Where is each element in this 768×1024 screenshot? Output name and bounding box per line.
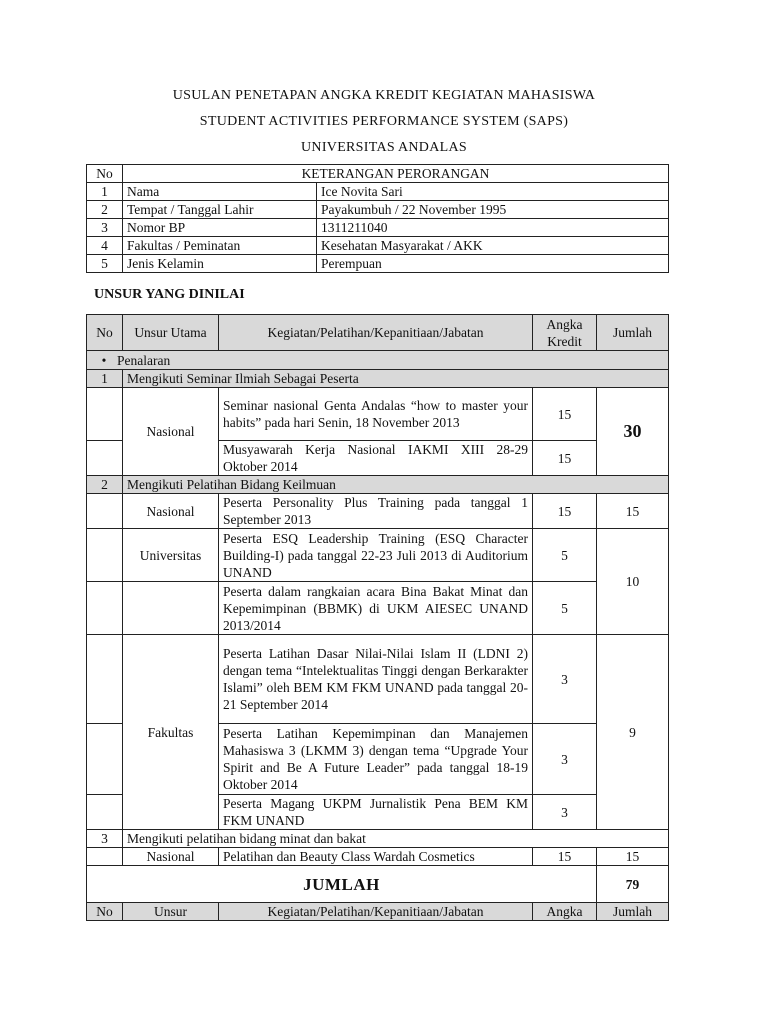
empty-cell xyxy=(87,635,123,724)
row-value: Perempuan xyxy=(317,255,669,273)
row-label: Fakultas / Peminatan xyxy=(123,237,317,255)
row-no: 1 xyxy=(87,183,123,201)
personal-header-row xyxy=(87,165,669,183)
activity-credit: 3 xyxy=(533,795,597,830)
row-no: 4 xyxy=(87,237,123,255)
header-angka-kredit: Angka xyxy=(533,903,597,921)
activity-credit: 3 xyxy=(533,724,597,795)
activity-text: Peserta ESQ Leadership Training (ESQ Character Building-I) pada tanggal 22-23 Juli 2013 di Auditorium UNAND xyxy=(219,529,533,582)
activity-text: Peserta Latihan Dasar Nilai-Nilai Islam II (LDNI 2) dengan tema “Intelektualitas Tinggi dengan Berkarakter Islami” oleh BEM KM FKM UNAND pada tanggal 20-21 September 2014 xyxy=(219,635,533,724)
activity-credit: 15 xyxy=(533,848,597,866)
empty-cell xyxy=(87,724,123,795)
group-no: 3 xyxy=(87,830,123,848)
header-no: No xyxy=(87,903,123,921)
row-value: Ice Novita Sari xyxy=(317,183,669,201)
group-total: 30 xyxy=(597,388,669,476)
activity-row xyxy=(87,494,669,529)
group-no: 2 xyxy=(87,476,123,494)
personal-info-table xyxy=(86,164,669,273)
header-kegiatan: Kegiatan/Pelatihan/Kepanitiaan/Jabatan xyxy=(219,315,533,351)
level-cell: Fakultas xyxy=(123,635,219,830)
doc-title-line-2: STUDENT ACTIVITIES PERFORMANCE SYSTEM (SAPS) xyxy=(199,114,569,129)
group-title: Mengikuti Pelatihan Bidang Keilmuan xyxy=(123,476,669,494)
activity-row xyxy=(87,529,669,582)
empty-cell xyxy=(87,848,123,866)
activity-row xyxy=(87,388,669,441)
header-kegiatan: Kegiatan/Pelatihan/Kepanitiaan/Jabatan xyxy=(219,903,533,921)
group-row xyxy=(87,830,669,848)
activity-credit: 15 xyxy=(533,388,597,441)
col-no: No xyxy=(87,165,123,183)
group-row xyxy=(87,370,669,388)
row-value: 1311211040 xyxy=(317,219,669,237)
activity-credit: 15 xyxy=(533,441,597,476)
group-title: Mengikuti Seminar Ilmiah Sebagai Peserta xyxy=(123,370,669,388)
group-total: 9 xyxy=(597,635,669,830)
bullet-icon: • xyxy=(101,352,107,368)
empty-cell xyxy=(87,529,123,582)
assessment-table xyxy=(86,314,669,921)
group-no: 1 xyxy=(87,370,123,388)
level-cell: Nasional xyxy=(123,494,219,529)
level-cell: Universitas xyxy=(123,529,219,582)
group-title: Mengikuti pelatihan bidang minat dan bakat xyxy=(123,830,669,848)
activity-credit: 3 xyxy=(533,635,597,724)
empty-cell xyxy=(87,795,123,830)
group-total: 10 xyxy=(597,529,669,635)
empty-cell xyxy=(87,441,123,476)
activity-text: Peserta dalam rangkaian acara Bina Bakat Minat dan Kepemimpinan (BBMK) di UKM AIESEC UNAND 2013/2014 xyxy=(219,582,533,635)
empty-cell xyxy=(87,494,123,529)
doc-title-line-3: UNIVERSITAS ANDALAS xyxy=(301,140,467,155)
empty-cell xyxy=(87,582,123,635)
activity-credit: 5 xyxy=(533,582,597,635)
group-total: 15 xyxy=(597,848,669,866)
activity-credit: 15 xyxy=(533,494,597,529)
category-label: Penalaran xyxy=(117,352,171,368)
level-cell: Nasional xyxy=(123,388,219,476)
category-cell xyxy=(87,351,669,370)
personal-row xyxy=(87,237,669,255)
row-label: Jenis Kelamin xyxy=(123,255,317,273)
header-angka-kredit: Angka Kredit xyxy=(533,315,597,351)
header-unsur: Unsur Utama xyxy=(123,315,219,351)
section-title: UNSUR YANG DINILAI xyxy=(94,287,245,302)
col-keterangan: KETERANGAN PERORANGAN xyxy=(123,165,669,183)
group-total: 15 xyxy=(597,494,669,529)
header-jumlah: Jumlah xyxy=(597,315,669,351)
total-label: JUMLAH xyxy=(87,866,597,903)
header-jumlah: Jumlah xyxy=(597,903,669,921)
activity-text: Pelatihan dan Beauty Class Wardah Cosmetics xyxy=(219,848,533,866)
activity-row xyxy=(87,848,669,866)
total-value: 79 xyxy=(597,866,669,903)
activity-text: Peserta Personality Plus Training pada tanggal 1 September 2013 xyxy=(219,494,533,529)
row-value: Payakumbuh / 22 November 1995 xyxy=(317,201,669,219)
footer-header-row xyxy=(87,903,669,921)
group-row xyxy=(87,476,669,494)
personal-row xyxy=(87,201,669,219)
category-row xyxy=(87,351,669,370)
row-no: 3 xyxy=(87,219,123,237)
assessment-header-row xyxy=(87,315,669,351)
header-no: No xyxy=(87,315,123,351)
activity-credit: 5 xyxy=(533,529,597,582)
row-label: Nomor BP xyxy=(123,219,317,237)
activity-row xyxy=(87,635,669,724)
header-unsur: Unsur xyxy=(123,903,219,921)
row-label: Tempat / Tanggal Lahir xyxy=(123,201,317,219)
activity-text: Musyawarah Kerja Nasional IAKMI XIII 28-29 Oktober 2014 xyxy=(219,441,533,476)
personal-row xyxy=(87,183,669,201)
empty-cell xyxy=(87,388,123,441)
activity-text: Seminar nasional Genta Andalas “how to master your habits” pada hari Senin, 18 November 2013 xyxy=(219,388,533,441)
row-no: 2 xyxy=(87,201,123,219)
activity-text: Peserta Magang UKPM Jurnalistik Pena BEM KM FKM UNAND xyxy=(219,795,533,830)
row-no: 5 xyxy=(87,255,123,273)
doc-title-line-1: USULAN PENETAPAN ANGKA KREDIT KEGIATAN MAHASISWA xyxy=(172,88,596,103)
activity-row xyxy=(87,582,669,635)
level-cell: Nasional xyxy=(123,848,219,866)
personal-row xyxy=(87,255,669,273)
total-row xyxy=(87,866,669,903)
row-label: Nama xyxy=(123,183,317,201)
row-value: Kesehatan Masyarakat / AKK xyxy=(317,237,669,255)
personal-row xyxy=(87,219,669,237)
empty-cell xyxy=(123,582,219,635)
activity-text: Peserta Latihan Kepemimpinan dan Manajemen Mahasiswa 3 (LKMM 3) dengan tema “Upgrade Your Spirit and Be A Future Leader” pada tanggal 18-19 Oktober 2014 xyxy=(219,724,533,795)
